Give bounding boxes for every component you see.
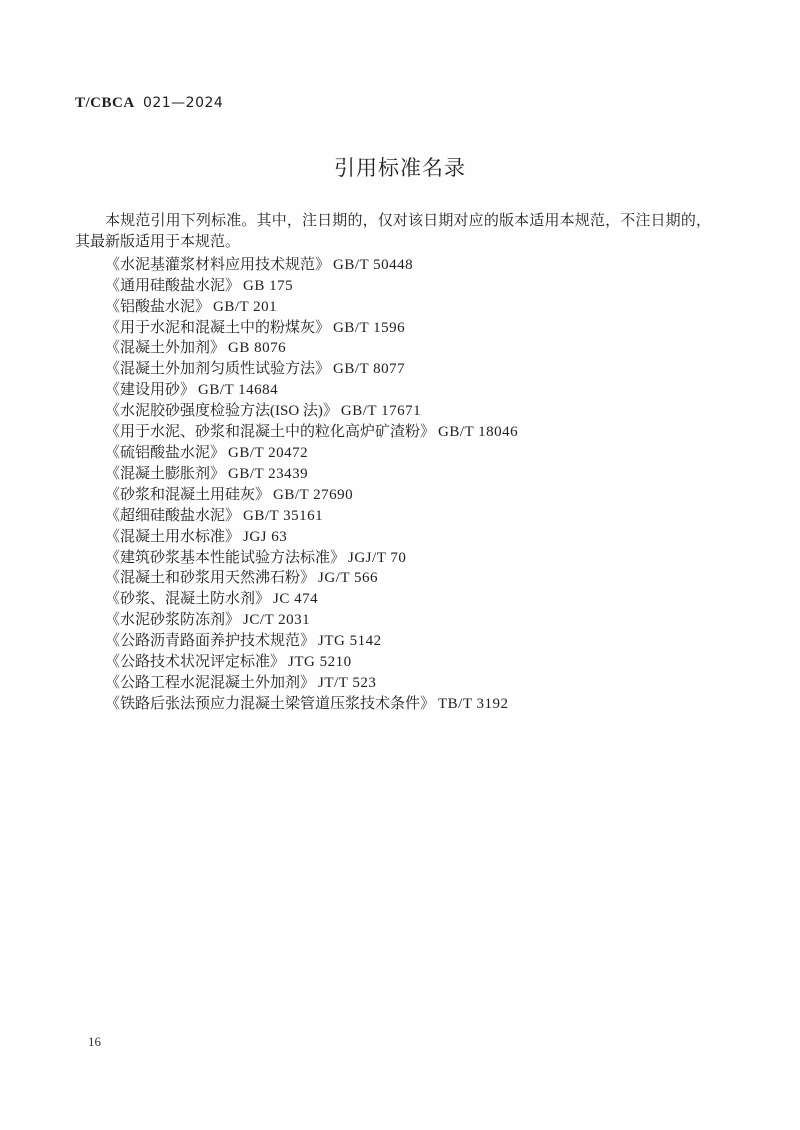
standard-code: JGJ 63: [243, 528, 288, 545]
standard-list-item: [105, 401, 711, 422]
standard-list-item: [105, 694, 711, 715]
standard-list-item: [105, 631, 711, 652]
standard-code: GB/T 18046: [438, 424, 519, 441]
standard-code: GB/T 201: [213, 298, 278, 315]
standard-code: GB/T 1596: [333, 319, 406, 336]
standard-name: 《混凝土外加剂》: [105, 340, 226, 357]
standard-code: GB/T 35161: [243, 507, 324, 524]
standard-code: JC 474: [273, 591, 319, 608]
standard-name: 《建筑砂浆基本性能试验方法标准》: [105, 549, 346, 566]
standard-code: GB/T 27690: [273, 486, 354, 503]
standard-list-item: [105, 568, 711, 589]
standard-list-item: [105, 422, 711, 443]
standard-name: 《铁路后张法预应力混凝土梁管道压浆技术条件》: [105, 695, 436, 712]
standard-name: 《混凝土外加剂匀质性试验方法》: [105, 361, 331, 378]
standard-name: 《砂浆、混凝土防水剂》: [105, 591, 271, 608]
standard-name: 《公路沥青路面养护技术规范》: [105, 633, 316, 650]
standard-name: 《硫铝酸盐水泥》: [105, 444, 226, 461]
standard-code: JT/T 523: [318, 674, 377, 691]
standard-name: 《铝酸盐水泥》: [105, 298, 211, 315]
standard-name: 《用于水泥和混凝土中的粉煤灰》: [105, 319, 331, 336]
standard-list-item: [105, 338, 711, 359]
standard-list-item: [105, 276, 711, 297]
standard-code: GB/T 14684: [198, 382, 279, 399]
standard-list-item: [105, 255, 711, 276]
standard-list-item: [105, 359, 711, 380]
standard-code: GB/T 23439: [228, 465, 309, 482]
standard-name: 《砂浆和混凝土用硅灰》: [105, 486, 271, 503]
standard-list-item: [105, 380, 711, 401]
standard-code: JTG 5142: [318, 633, 382, 650]
page-number: 16: [88, 1034, 101, 1049]
intro-paragraph: 本规范引用下列标准。其中，注日期的，仅对该日期对应的版本适用本规范，不注日期的，其最新版适用于本规范。: [75, 213, 711, 250]
standard-list-item: [105, 443, 711, 464]
standard-name: 《超细硅酸盐水泥》: [105, 507, 241, 524]
standard-code: TB/T 3192: [438, 695, 509, 712]
standard-code: GB/T 20472: [228, 444, 309, 461]
standard-code: JGJ/T 70: [348, 549, 407, 566]
standard-code: GB 8076: [228, 340, 287, 357]
standard-name: 《公路技术状况评定标准》: [105, 654, 286, 671]
standard-list-item: [105, 485, 711, 506]
standard-name: 《水泥基灌浆材料应用技术规范》: [105, 256, 331, 273]
standard-name: 《用于水泥、砂浆和混凝土中的粒化高炉矿渣粉》: [105, 424, 436, 441]
standard-code-number: 021—2024: [142, 95, 224, 111]
standard-list-item: [105, 589, 711, 610]
standard-list-item: [105, 548, 711, 569]
standard-list-item: [105, 297, 711, 318]
standard-name: 《公路工程水泥混凝土外加剂》: [105, 674, 316, 691]
standard-code: JG/T 566: [318, 570, 378, 587]
standard-list-item: [105, 673, 711, 694]
standard-list-item: [105, 527, 711, 548]
standard-name: 《混凝土用水标准》: [105, 528, 241, 545]
standard-code: JTG 5210: [288, 654, 352, 671]
standard-name: 《建设用砂》: [105, 382, 196, 399]
page-title: 引用标准名录: [334, 156, 466, 180]
document-body: [75, 211, 711, 715]
standard-code: GB/T 50448: [333, 256, 414, 273]
standard-code-prefix: T/CBCA: [75, 95, 135, 111]
standard-code: GB/T 17671: [340, 403, 422, 420]
standard-name: 《通用硅酸盐水泥》: [105, 277, 241, 294]
standard-name: 《混凝土和砂浆用天然沸石粉》: [105, 570, 316, 587]
standard-list-item: [105, 506, 711, 527]
standard-name: 《混凝土膨胀剂》: [105, 465, 226, 482]
standard-list-item: [105, 610, 711, 631]
standard-code: JC/T 2031: [243, 612, 311, 629]
standard-list-item: [105, 652, 711, 673]
standard-name: 《水泥砂浆防冻剂》: [105, 612, 241, 629]
standard-code: GB 175: [243, 277, 294, 294]
referenced-standards-list: [75, 255, 711, 715]
standard-list-item: [105, 318, 711, 339]
standard-document-number: [75, 95, 223, 112]
standard-code: GB/T 8077: [333, 361, 406, 378]
standard-name: 《水泥胶砂强度检验方法(ISO 法)》: [105, 403, 338, 420]
standard-list-item: [105, 464, 711, 485]
